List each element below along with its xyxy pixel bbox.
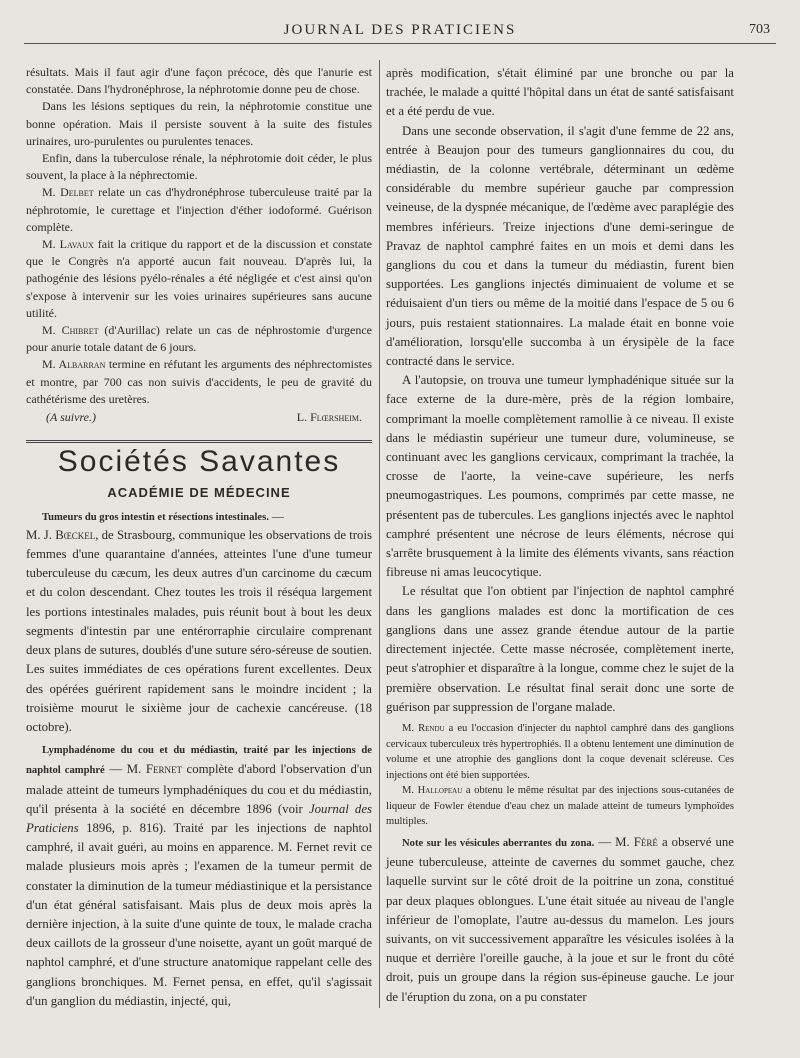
paragraph <box>26 236 372 322</box>
column-divider <box>379 60 380 1008</box>
paragraph: Dans les lésions septiques du rein, la néphrotomie constitue une bonne opération. Mais il persiste souvent à la suite des fistules urinaires, uro-purulentes ou purulentes tenaces. <box>26 99 372 148</box>
paragraph-text: fait la critique du rapport et de la discussion et constate que le Congrès n'a apporté aucun fait nouveau. D'après lui, la pathogénie des lésions pyélo-rénales a été négligée et c'est ainsi qu'on s'expose à intervenir sur les voies urinaires supérieures sans aucune utilité. <box>26 237 372 320</box>
person-name: M. Lavaux <box>42 237 94 252</box>
paragraph: A l'autopsie, on trouva une tumeur lymphadénique située sur la face externe de la dure-mère, près de la région lombaire, comprimant la moelle complètement ramollie à ce niveau. Il existe dans le médiastin supérieur une tumeur dure, volumineuse, se continuant avec les ganglions cervicaux, comprimant la trachée, la crosse de l'aorte, la veine-cave supérieure, les nerfs pneumogastriques. Les poumons, comprimés par cette masse, ne présentent pas de tubercules. Les ganglions injectés avec le naphtol camphré présentent une nécrose de leurs éléments, nécrose qui s'arrête brusquement à la limite des éléments vivants, sans réaction fibreuse ni amas leucocytique. <box>386 373 734 580</box>
person-name: M. Delbet <box>42 185 94 200</box>
right-column <box>386 64 734 1007</box>
paragraph-text: relate un cas d'hydronéphrose tuberculeuse traité par la néphrotomie, le curettage et l'injection d'éther iodoformé. Guérison complète. <box>26 185 372 234</box>
article-footer <box>26 409 372 426</box>
paragraph: résultats. Mais il faut agir d'une façon précoce, dès que l'anurie est constatée. Dans l'hydronéphrose, la néphrotomie donne peu de chose. <box>26 65 372 97</box>
heading-dash: — <box>104 762 127 777</box>
paragraph <box>386 721 734 783</box>
heading-dash: — <box>268 508 284 523</box>
paragraph-text: a eu l'occasion d'injecter du naphtol camphré dans des ganglions cervicaux tuberculeux très hypertrophiés. Il a obtenu lentement une diminution de volume et une atrophie des ganglions dont la coque devenait scléreuse. Ces injections ont été bien supportées. <box>386 722 734 781</box>
page-header <box>24 20 776 44</box>
journal-title: JOURNAL DES PRATICIENS <box>283 22 517 38</box>
person-name: M. Rendu <box>402 722 445 734</box>
paragraph: Le résultat que l'on obtient par l'injection de naphtol camphré dans les ganglions malades est donc la mortification de ces ganglions dans une assez grande étendue autour de la partie directement injectée. Cette masse nécrosée, complètement inerte, peut s'atrophier et disparaître à la longue, comme chez le sujet de la première observation. Le résultat final serait donc une sorte de guérison par suppression de l'organe malade. <box>386 584 734 714</box>
heading-dash: — <box>594 835 616 850</box>
paragraph-text: (d'Aurillac) relate un cas de néphrostomie d'urgence pour anurie totale datant de 6 jours. <box>26 323 372 355</box>
person-name: M. Chibret <box>42 323 99 338</box>
left-column <box>26 64 372 1011</box>
paragraph <box>26 356 372 408</box>
article-heading: Note sur les vésicules aberrantes du zona. <box>402 838 595 850</box>
person-name: M. Féré <box>615 835 658 850</box>
author-signature: L. Flœrsheim. <box>296 410 362 425</box>
header-rule <box>24 43 776 44</box>
paragraph-text: , de Strasbourg, communique les observations de trois femmes d'une quarantaine d'années, atteintes l'une d'une tumeur tuberculeuse du cæcum, les deux autres d'un carcinome du cæcum et du colon descendant. Chez toutes les trois il réséqua largement les portions intestinales malades, puis réunit bout à bout les deux segments d'intestin par une entérorraphie circulaire comprenant deux plans de sutures, doublés d'une suture séro-séreuse de soutien. Les suites immédiates de ces opérations furent excellentes. Deux des opérées guérirent rapidement sans le moindre incident ; la troisième mourut le sixième jour de cachexie cancéreuse. (18 octobre). <box>26 527 372 734</box>
paragraph-text: a observé une jeune tuberculeuse, atteinte de cavernes du sommet gauche, chez laquelle survint sur le côté droit de la poitrine un zona, constitué par deux plaques oblongues. L'une était située au niveau de l'angle inférieur de l'omoplate, l'autre au-dessus du mamelon. Les jours suivants, on vit successivement apparaître les vésicules isolées à la nuque et derrière l'oreille gauche, à la joue et sur le front du côté droit, puis un groupe dans la région sus-épineuse gauche. Le jour de l'éruption du zona, on a pu constater <box>386 835 734 1004</box>
section-title: Sociétés Savantes <box>57 445 341 479</box>
paragraph <box>386 783 734 830</box>
article-heading-line <box>26 508 372 526</box>
academy-heading: ACADÉMIE DE MÉDECINE <box>107 485 291 501</box>
paragraph-text: complète d'abord l'observation d'un malade atteint de tumeurs lymphadéniques du cou et du médiastin, qu'il présenta à la société en décembre 1896 (voir <box>26 762 373 816</box>
paragraph-text: a obtenu le même résultat par des injections sous-cutanées de liqueur de Fowler étendue d'eau chez un malade atteint de tumeurs lymphoïdes multiples. <box>386 785 734 828</box>
person-name: M. Fernet <box>126 762 182 777</box>
to-be-continued: (A suivre.) <box>46 410 96 425</box>
person-name: M. Albarran <box>42 357 106 372</box>
paragraph: après modification, s'était éliminé par une bronche ou par la trachée, le malade a quitté l'hôpital dans un état de santé satisfaisant et a été perdu de vue. <box>386 66 734 119</box>
paragraph: Dans une seconde observation, il s'agit d'une femme de 22 ans, entrée à Beaujon pour des tumeurs ganglionnaires du cou, du médiastin, de la colonne vertébrale, déterminant un œdème considérable du membre supérieur gauche par compression veineuse, de la dyspnée mécanique, de l'œdème avec paraplégie des membres inférieurs. Treize injections d'une demi-seringue de Pravaz de naphtol camphré faites en un mois et demi dans les ganglions du cou et dans la tumeur du médiastin, furent bien supportées. Les ganglions injectés diminuaient de volume et se réduisaient d'un tiers ou même de la moitié dans l'espace de 5 ou 6 jours, puis restaient stationnaires. La malade était en bonne voie d'amélioration, lorsqu'elle succomba à un érysipèle de la face contracté dans le service. <box>386 123 734 369</box>
person-name: M. Hallopeau <box>402 785 463 797</box>
article-body <box>386 833 734 1007</box>
paragraph <box>26 184 372 236</box>
journal-citation: Journal des Praticiens <box>26 801 372 835</box>
paragraph: Enfin, dans la tuberculose rénale, la néphrotomie doit céder, le plus souvent, la place à la néphrectomie. <box>26 151 372 183</box>
page-number: 703 <box>749 22 770 37</box>
article-heading: Lymphadénome du cou et du médiastin, traité par les injections de naphtol camphré <box>26 745 372 777</box>
paragraph-text: termine en réfutant les arguments des néphrectomistes et montre, par 700 cas non suivis d'accidents, le peu de gravité du cathétérisme des uretères. <box>26 357 372 406</box>
article-body <box>26 526 372 737</box>
paragraph-text: 1896, p. 816). Traité par les injections de naphtol camphré, il avait guéri, au moins en apparence. M. Fernet revit ce malade plusieurs mois après ; l'examen de la tumeur permit de constater la diminution de la tumeur médiastinique et la persistance d'un état général satisfaisant. Mais plus de deux mois après la dernière injection, à la suite d'une quinte de toux, le malade cracha deux caillots de la grosseur d'une noisette, ayant un goût marqué de naphtol camphré, et d'une structure anatomique rappelant celle des ganglions bronchiques. M. Fernet pensa, en effet, qu'il s'agissait d'un ganglion du médiastin, injecté, qui, <box>26 820 372 1008</box>
paragraph <box>26 322 372 356</box>
article-heading: Tumeurs du gros intestin et résections intestinales. <box>42 511 269 523</box>
article-body <box>26 740 372 1011</box>
section-rule <box>26 440 372 443</box>
person-name: M. J. Bœckel <box>26 527 96 542</box>
